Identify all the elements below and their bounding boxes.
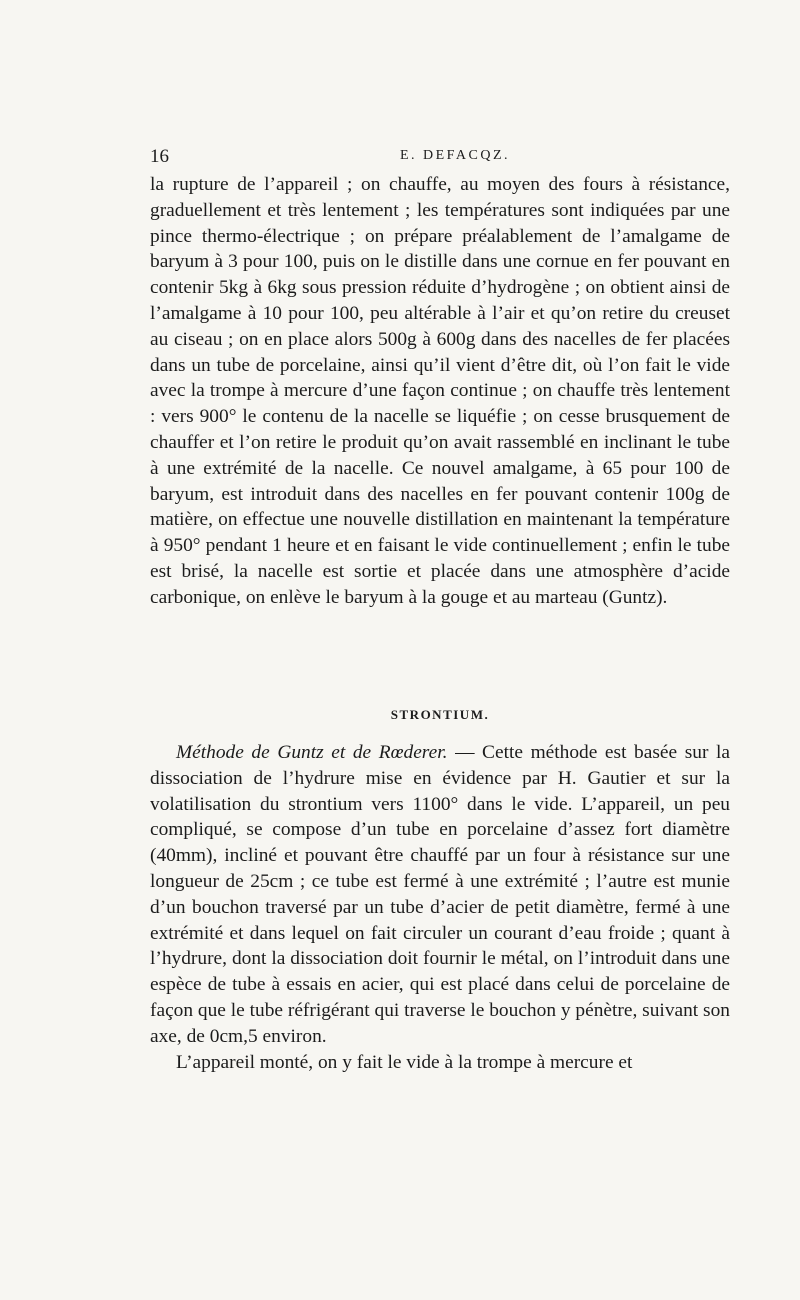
section-heading-strontium: STRONTIUM. [390, 707, 490, 722]
paragraph-strontium [150, 740, 730, 1075]
running-head: E. DEFACQZ. [399, 148, 511, 163]
paragraph-barium-continued [150, 172, 730, 611]
paragraph-3: L’appareil monté, on y fait le vide à la trompe à mercure et [176, 1051, 633, 1073]
paragraph-2-body: — Cette méthode est basée sur la dissociation de l’hydrure mise en évidence par H. Gautier et sur la volatilisation du strontium vers 1100° dans le vide. L’appareil, un peu compliqué, se compose d’un tube en porcelaine d’assez fort diamètre (40mm), incliné et pouvant être chauffé par un four à résistance sur une longueur de 25cm ; ce tube est fermé à une extrémité ; l’autre est munie d’un bouchon traversé par un tube d’acier de petit diamètre, fermé à une extrémité et dans lequel on fait circuler un courant d’eau froide ; quant à l’hydrure, dont la dissociation doit fournir le métal, on l’introduit dans une espèce de tube à essais en acier, qui est placé dans celui de porcelaine de façon que le tube réfrigérant qui traverse le bouchon y pénètre, suivant son axe, de 0cm,5 environ. [150, 742, 730, 1047]
paragraph-2 [150, 740, 730, 1050]
paragraph-1: la rupture de l’appareil ; on chauffe, au moyen des fours à résistance, graduellement et très lentement ; les températures sont indiquées par une pince thermo-électrique ; on prépare préalablement de l’amalgame de baryum à 3 pour 100, puis on le distille dans une cornue en fer pouvant en contenir 5kg à 6kg sous pression réduite d’hydrogène ; on obtient ainsi de l’amalgame à 10 pour 100, peu altérable à l’air et qu’on retire du creuset au ciseau ; on en place alors 500g à 600g dans des nacelles de fer placées dans un tube de porcelaine, ainsi qu’il vient d’être dit, où l’on fait le vide avec la trompe à mercure d’une façon continue ; on chauffe très lentement : vers 900° le contenu de la nacelle se liquéfie ; on cesse brusquement de chauffer et l’on retire le produit qu’on avait rassemblé en inclinant le tube à une extrémité de la nacelle. Ce nouvel amalgame, à 65 pour 100 de baryum, est introduit dans des nacelles en fer pouvant contenir 100g de matière, on effectue une nouvelle distillation en maintenant la température à 950° pendant 1 heure et en faisant le vide continuellement ; enfin le tube est brisé, la nacelle est sortie et placée dans une atmosphère d’acide carbonique, on enlève le baryum à la gouge et au marteau (Guntz). [150, 174, 730, 608]
page-header [150, 146, 730, 172]
method-title: Méthode de Guntz et de Rœderer. [176, 742, 448, 763]
page-number: 16 [150, 146, 169, 167]
